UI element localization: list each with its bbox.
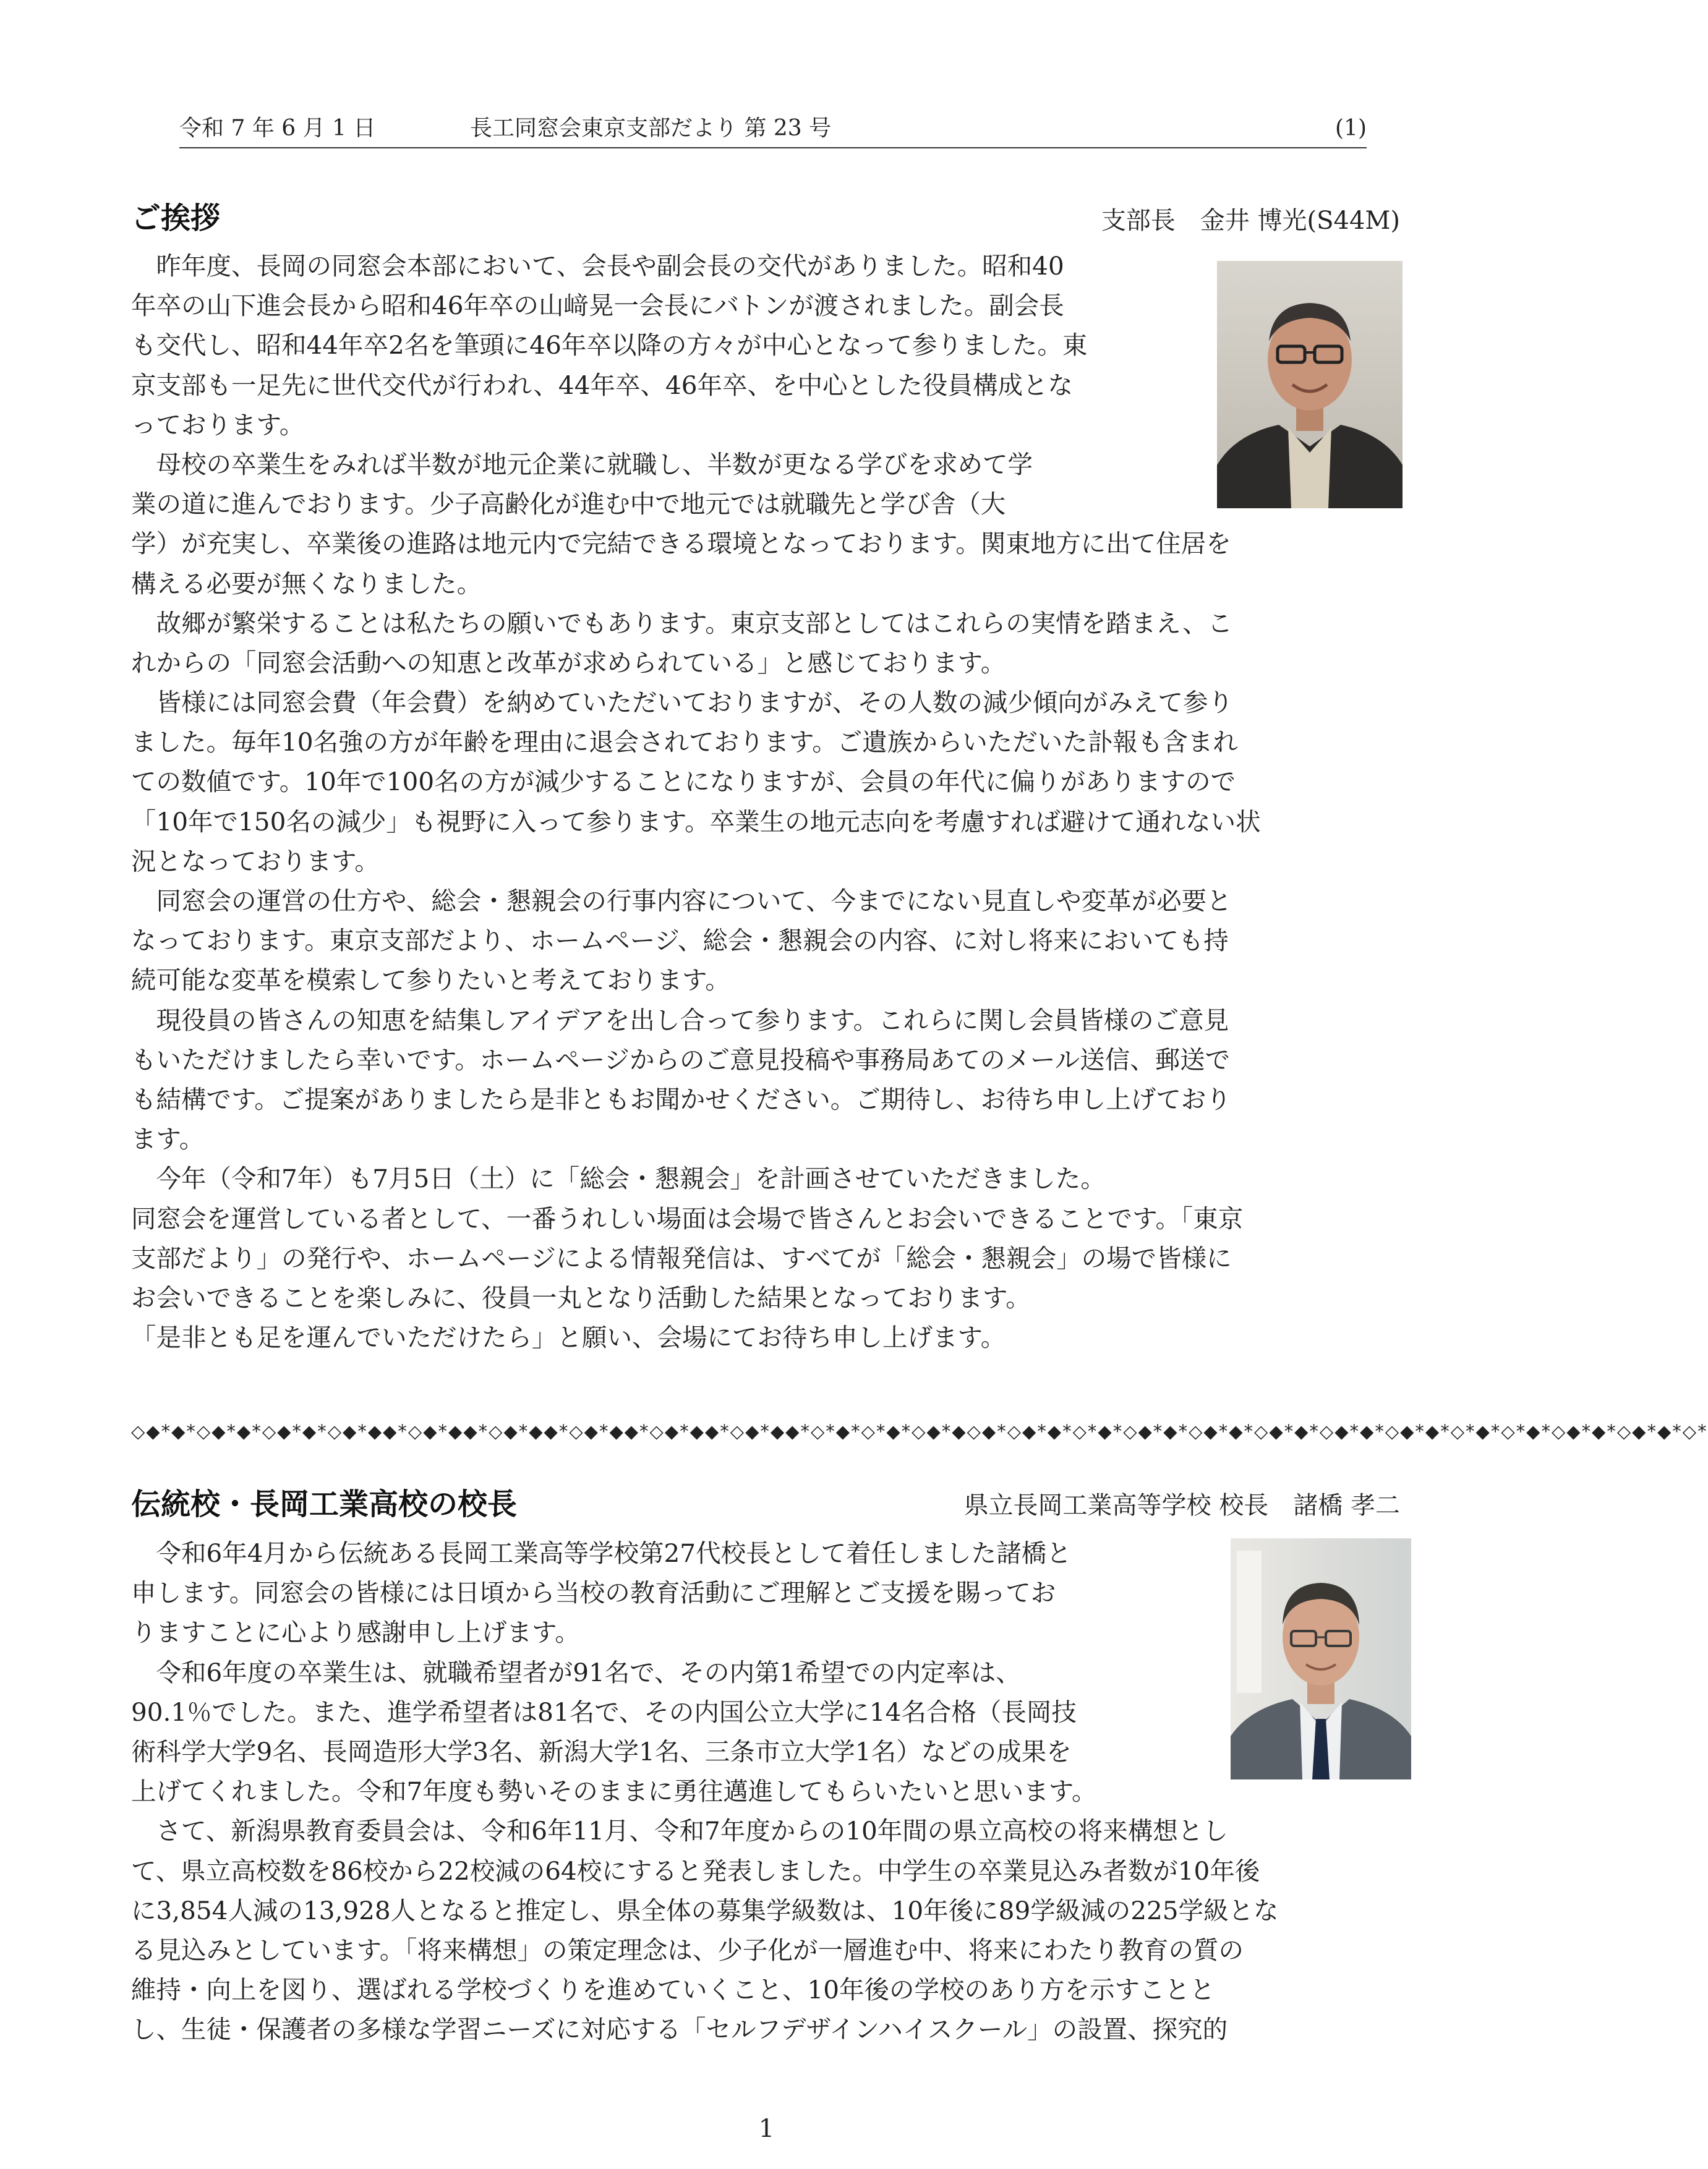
greeting-line: 現役員の皆さんの知恵を結集しアイデアを出し合って参ります。これらに関し会員皆様のご意見 (131, 1005, 1229, 1035)
principal-line: 術科学大学9名、長岡造形大学3名、新潟大学1名、三条市立大学1名）などの成果を (131, 1736, 1072, 1766)
greeting-body (131, 246, 1405, 1357)
greeting-line: 昨年度、長岡の同窓会本部において、会長や副会長の交代がありました。昭和40 (131, 251, 1064, 281)
principal-line: し、生徒・保護者の多様な学習ニーズに対応する「セルフデザインハイスクール」の設置、探究的 (131, 2014, 1228, 2045)
greeting-line: 故郷が繁栄することは私たちの願いでもあります。東京支部としてはこれらの実情を踏まえ、こ (131, 608, 1233, 638)
greeting-line: なっております。東京支部だより、ホームページ、総会・懇親会の内容、に対し将来においても持 (131, 926, 1229, 956)
greeting-line: もいただけましたら幸いです。ホームページからのご意見投稿や事務局あてのメール送信、郵送で (131, 1044, 1231, 1075)
principal-line: 令和6年度の卒業生は、就職希望者が91名で、その内第1希望での内定率は、 (131, 1657, 1021, 1687)
greeting-line: ました。毎年10名強の方が年齢を理由に退会されております。ご遺族からいただいた訃報も含まれ (131, 727, 1238, 757)
greeting-line: 「10年で150名の減少」も視野に入って参ります。卒業生の地元志向を考慮すれば避けて通れない状 (131, 806, 1261, 837)
greeting-line: 支部だより」の発行や、ホームページによる情報発信は、すべてが「総会・懇親会」の場で皆様に (131, 1243, 1232, 1273)
footer-page-number: 1 (758, 2115, 775, 2143)
greeting-line: 構える必要が無くなりました。 (131, 568, 482, 599)
greeting-author: 支部長 金井 博光(S44M) (1101, 207, 1400, 235)
principal-body (131, 1533, 1405, 2049)
principal-line: 申します。同窓会の皆様には日頃から当校の教育活動にご理解とご支援を賜ってお (131, 1578, 1056, 1608)
greeting-line: 今年（令和7年）も7月5日（土）に「総会・懇親会」を計画させていただきました。 (131, 1164, 1106, 1194)
principal-line: て、県立高校数を86校から22校減の64校にすると発表しました。中学生の卒業見込み者数が10年後 (131, 1856, 1260, 1886)
greeting-line: っております。 (131, 409, 305, 440)
greeting-line: ます。 (131, 1124, 205, 1154)
page-header (179, 110, 1367, 148)
greeting-line: 同窓会を運営している者として、一番うれしい場面は会場で皆さんとお会いできることです。「東京 (131, 1203, 1244, 1234)
greeting-line: 母校の卒業生をみれば半数が地元企業に就職し、半数が更なる学びを求めて学 (131, 449, 1033, 479)
principal-line: に3,854人減の13,928人となると推定し、県全体の募集学級数は、10年後に89学級減の225学級とな (131, 1895, 1279, 1925)
greeting-line: も結構です。ご提案がありましたら是非ともお聞かせください。ご期待し、お待ち申し上げており (131, 1084, 1231, 1114)
greeting-line: 京支部も一足先に世代交代が行われ、44年卒、46年卒、を中心とした役員構成とな (131, 370, 1073, 400)
greeting-line: お会いできることを楽しみに、役員一丸となり活動した結果となっております。 (131, 1282, 1031, 1313)
principal-section-title: 伝統校・長岡工業高校の校長 (131, 1487, 518, 1522)
greeting-line: 同窓会の運営の仕方や、総会・懇親会の行事内容について、今までにない見直しや変革が必要と (131, 886, 1232, 916)
greeting-line: 年卒の山下進会長から昭和46年卒の山﨑晃一会長にバトンが渡されました。副会長 (131, 291, 1064, 321)
principal-line: る見込みとしています。「将来構想」の策定理念は、少子化が一層進む中、将来にわたり教育の質の (131, 1935, 1244, 1965)
greeting-line: れからの「同窓会活動への知恵と改革が求められている」と感じております。 (131, 647, 1006, 678)
newsletter-title: 長工同窓会東京支部だより 第 23 号 (470, 116, 832, 141)
section-divider: ◇◆*◆*◇◆*◆*◇◆*◆*◇◆*◆◆*◇◆*◆◆*◇◆*◆◆*◇◆*◆◆*◇◆*◆◆*◇◆*◆◆*◇*◆*◇*◆*◇◆*◆◇◆*◇◆*◆*◇*◆*◇◆*◆*◇◆*◆*◇◆*◆*◇◆*◆*◇◆*◆*◇*◆*◇*◆*◇◆*◆*◇◆*◆*◇* (131, 1421, 1708, 1442)
greeting-title: ご挨拶 (131, 201, 221, 236)
principal-line: さて、新潟県教育委員会は、令和6年11月、令和7年度からの10年間の県立高校の将来構想とし (131, 1816, 1228, 1846)
principal-line: 90.1％でした。また、進学希望者は81名で、その内国公立大学に14名合格（長岡技 (131, 1697, 1077, 1727)
greeting-line: ての数値です。10年で100名の方が減少することになりますが、会員の年代に偏りがありますので (131, 767, 1236, 797)
greeting-line: 「是非とも足を運んでいただけたら」と願い、会場にてお待ち申し上げます。 (131, 1323, 1006, 1353)
principal-author: 県立長岡工業高等学校 校長 諸橋 孝二 (963, 1491, 1400, 1520)
greeting-line: 続可能な変革を模索して参りたいと考えております。 (131, 965, 730, 995)
principal-line: 令和6年4月から伝統ある長岡工業高等学校第27代校長として着任しました諸橋と (131, 1538, 1072, 1568)
greeting-line: も交代し、昭和44年卒2名を筆頭に46年卒以降の方々が中心となって参りました。東 (131, 330, 1088, 360)
header-page-number: (1) (1335, 116, 1367, 141)
principal-line: 維持・向上を図り、選ばれる学校づくりを進めていくこと、10年後の学校のあり方を示すことと (131, 1975, 1215, 2005)
greeting-line: 学）が充実し、卒業後の進路は地元内で完結できる環境となっております。関東地方に出て住居を (131, 529, 1231, 559)
issue-date: 令和 7 年 6 月 1 日 (179, 116, 376, 141)
greeting-line: 況となっております。 (131, 846, 380, 876)
greeting-line: 業の道に進んでおります。少子高齢化が進む中で地元では就職先と学び舎（大 (131, 489, 1006, 519)
greeting-line: 皆様には同窓会費（年会費）を納めていただいておりますが、その人数の減少傾向がみえて参り (131, 688, 1233, 718)
principal-line: 上げてくれました。令和7年度も勢いそのままに勇往邁進してもらいたいと思います。 (131, 1776, 1097, 1807)
principal-line: りますことに心より感謝申し上げます。 (131, 1617, 580, 1648)
